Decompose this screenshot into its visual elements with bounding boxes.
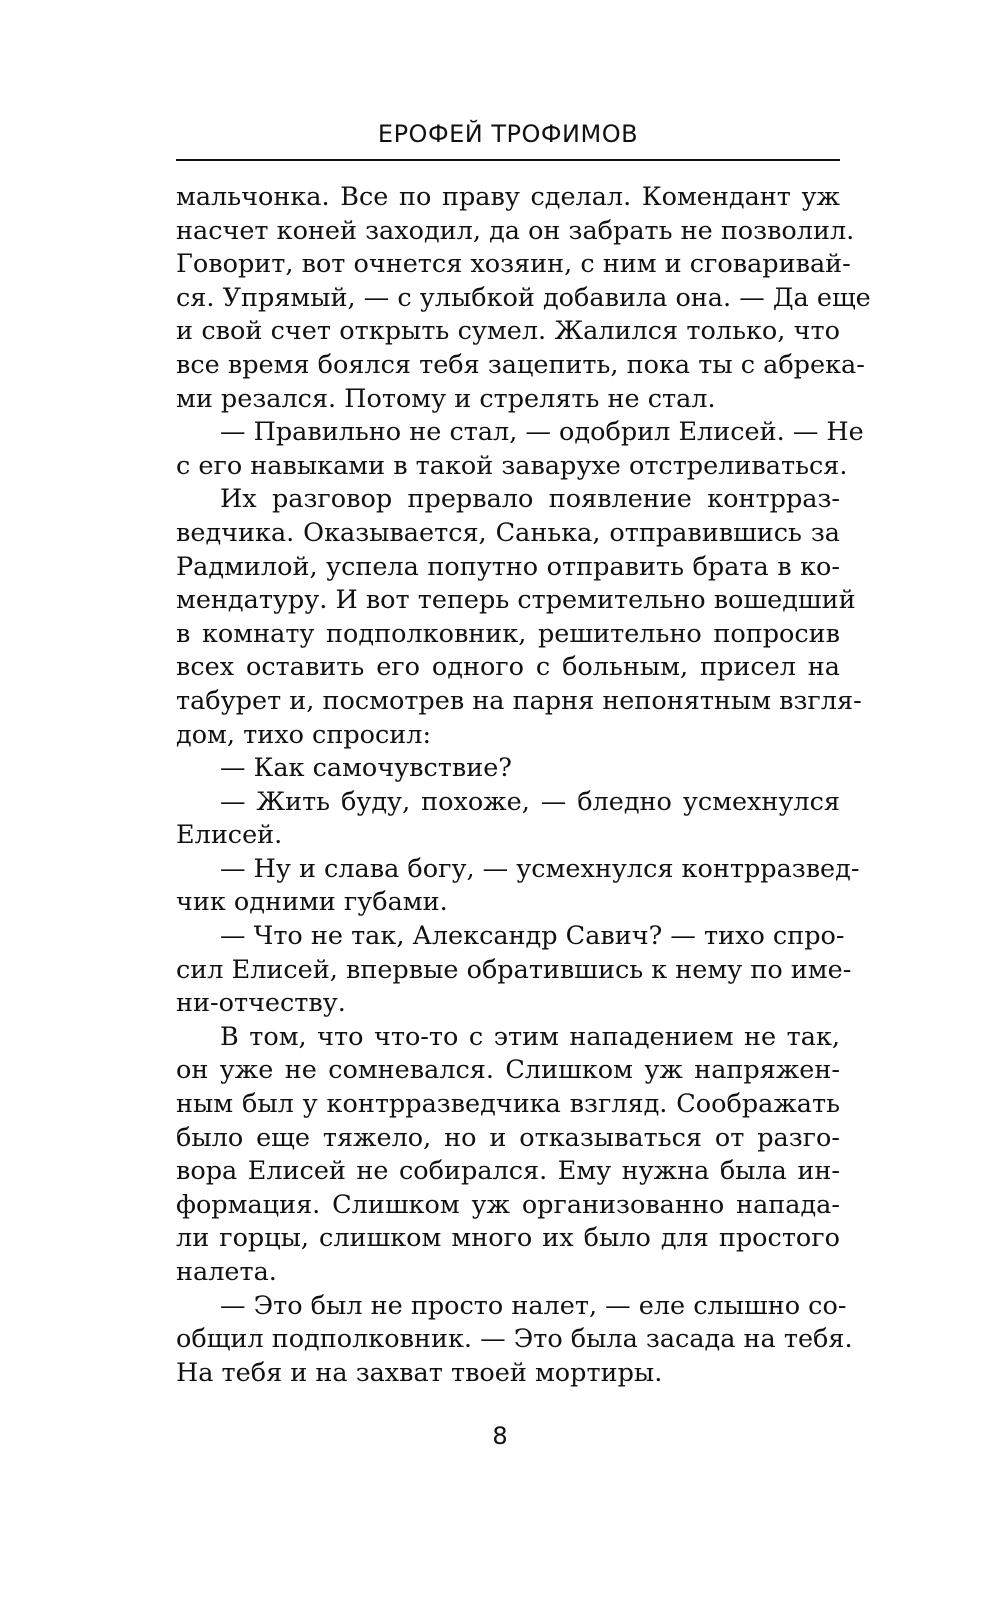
text-line: ни-отчеству. (176, 988, 346, 1019)
text-line: На тебя и на захват твоей мортиры. (176, 1357, 663, 1388)
paragraph (176, 853, 860, 920)
text-line: было еще тяжело, но и отказываться от разго- (176, 1122, 840, 1153)
text-line: всех оставить его одного с больным, присел на (176, 652, 840, 683)
paragraph (176, 1021, 840, 1290)
text-line: ведчика. Оказывается, Санька, отправившись за (176, 517, 840, 548)
text-line: табурет и, посмотрев на парня непонятным взгля- (176, 685, 862, 716)
text-line: Радмилой, успела попутно отправить брата в ко- (176, 551, 840, 582)
text-line: ли горцы, слишком много их было для простого (176, 1223, 840, 1254)
text-line: формация. Слишком уж организованно напада- (176, 1189, 840, 1220)
header-rule (176, 159, 840, 161)
text-line: налета. (176, 1257, 277, 1287)
text-line: с его навыками в такой заварухе отстреливаться. (176, 450, 848, 481)
text-line: — Правильно не стал, — одобрил Елисей. — Не (220, 417, 864, 448)
text-line: — Как самочувствие? (220, 753, 512, 784)
text-line: — Что не так, Александр Савич? — тихо спро- (220, 921, 845, 952)
text-line: все время боялся тебя зацепить, пока ты с абрека- (176, 349, 865, 380)
text-line: общил подполковник. — Это была засада на тебя. (176, 1324, 853, 1355)
text-line: — Это был не просто налет, — еле слышно со- (220, 1290, 847, 1321)
text-line: В том, что что-то с этим нападением не так, (220, 1021, 840, 1052)
paragraph (176, 920, 852, 1021)
text-line: в комнату подполковник, решительно попросив (176, 618, 840, 649)
text-line: — Ну и слава богу, — усмехнулся контрразвед- (220, 853, 860, 884)
text-line: — Жить буду, похоже, — бледно усмехнулся (220, 786, 840, 817)
text-line: он уже не сомневался. Слишком уж напряжен- (176, 1055, 840, 1086)
paragraph (176, 416, 864, 483)
text-line: чик одними губами. (176, 887, 448, 918)
paragraph (176, 786, 840, 853)
text-line: мендатуру. И вот теперь стремительно вошедший (176, 585, 856, 616)
paragraph (176, 483, 862, 752)
paragraph (176, 1290, 853, 1391)
text-line: ми резался. Потому и стрелять не стал. (176, 383, 716, 414)
text-line: мальчонка. Все по праву сделал. Комендант уж (176, 182, 840, 212)
text-line: ся. Упрямый, — с улыбкой добавила она. — Да еще (176, 282, 871, 313)
running-head: ЕРОФЕЙ ТРОФИМОВ (377, 120, 639, 148)
text-line: Говорит, вот очнется хозяин, с ним и сговаривай- (176, 249, 851, 280)
text-line: Их разговор прервало появление контрраз- (220, 484, 840, 515)
text-line: сил Елисей, впервые обратившись к нему по име- (176, 954, 852, 985)
text-line: ным был у контрразведчика взгляд. Соображать (176, 1089, 840, 1120)
text-line: Елисей. (176, 820, 283, 851)
paragraph (176, 752, 840, 786)
text-line: насчет коней заходил, да он забрать не позволил. (176, 215, 855, 246)
text-line: и свой счет открыть сумел. Жалился только, что (176, 316, 840, 347)
page-number: 8 (492, 1422, 508, 1450)
text-line: вора Елисей не собирался. Ему нужна была ин- (176, 1156, 840, 1187)
text-line: дом, тихо спросил: (176, 719, 432, 750)
body-text (176, 181, 871, 1390)
paragraph (176, 181, 871, 416)
